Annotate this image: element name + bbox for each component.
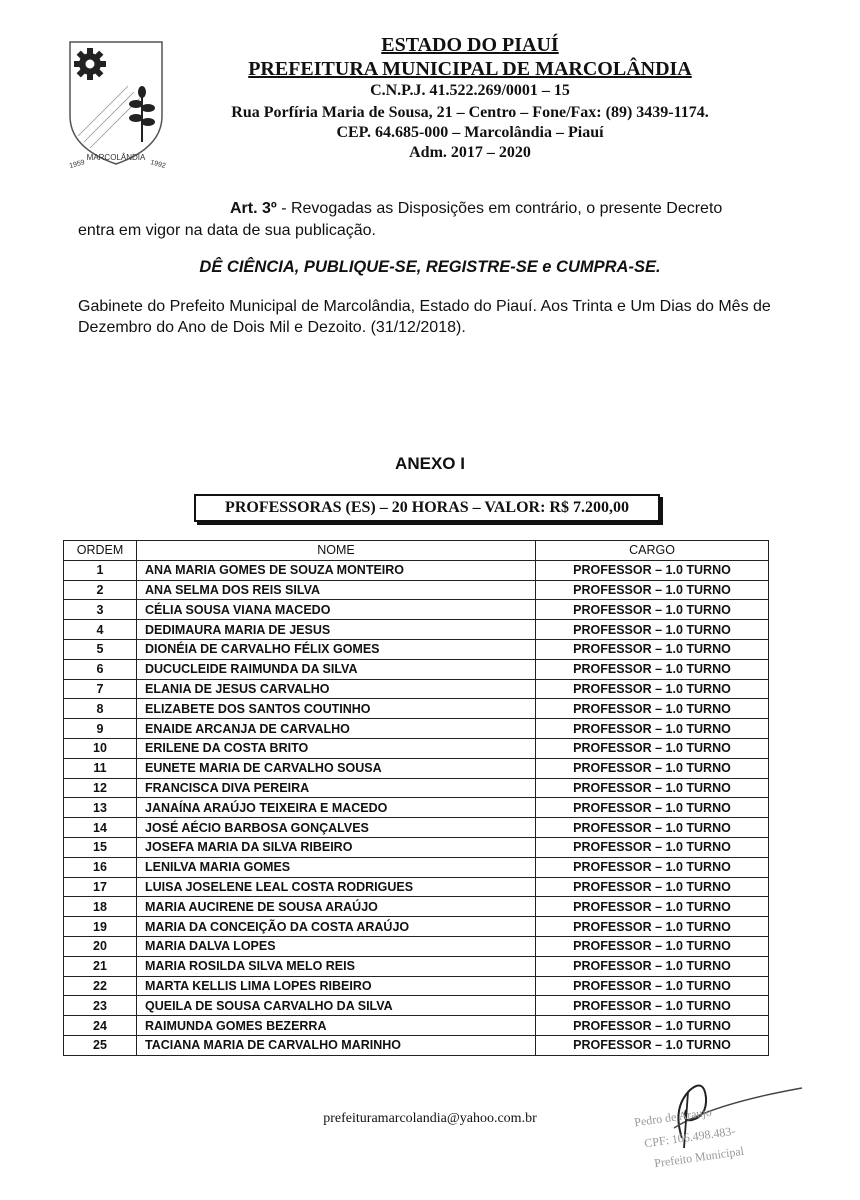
row-cargo-cell: PROFESSOR – 1.0 TURNO [536, 679, 769, 699]
table-row [64, 857, 769, 877]
table-row [64, 897, 769, 917]
table-row [64, 639, 769, 659]
row-ordem-cell: 7 [64, 679, 137, 699]
row-ordem-cell: 24 [64, 1016, 137, 1036]
row-cargo-cell: PROFESSOR – 1.0 TURNO [536, 897, 769, 917]
header-cnpj: C.N.P.J. 41.522.269/0001 – 15 [370, 82, 570, 99]
row-ordem-cell: 22 [64, 976, 137, 996]
table-row [64, 1016, 769, 1036]
table-row [64, 758, 769, 778]
row-ordem-cell: 21 [64, 956, 137, 976]
footer-email: prefeituramarcolandia@yahoo.com.br [323, 1111, 537, 1126]
row-ordem-cell: 20 [64, 936, 137, 956]
row-nome-cell: ELANIA DE JESUS CARVALHO [137, 679, 536, 699]
table-body [64, 560, 769, 1055]
table-row [64, 738, 769, 758]
row-cargo-cell: PROFESSOR – 1.0 TURNO [536, 996, 769, 1016]
staff-table [63, 540, 769, 1056]
header-state: ESTADO DO PIAUÍ [381, 34, 559, 56]
row-nome-cell: DEDIMAURA MARIA DE JESUS [137, 620, 536, 640]
marcolandia-coat-of-arms-logo [58, 36, 176, 176]
row-ordem-cell: 13 [64, 798, 137, 818]
row-ordem-cell: 15 [64, 837, 137, 857]
row-cargo-cell: PROFESSOR – 1.0 TURNO [536, 758, 769, 778]
row-nome-cell: RAIMUNDA GOMES BEZERRA [137, 1016, 536, 1036]
row-cargo-cell: PROFESSOR – 1.0 TURNO [536, 738, 769, 758]
row-ordem-cell: 12 [64, 778, 137, 798]
stamp-line-2: CPF: 106.498.483- [643, 1123, 737, 1151]
row-nome-cell: EUNETE MARIA DE CARVALHO SOUSA [137, 758, 536, 778]
row-cargo-cell: PROFESSOR – 1.0 TURNO [536, 936, 769, 956]
row-nome-cell: JOSÉ AÉCIO BARBOSA GONÇALVES [137, 818, 536, 838]
row-cargo-cell: PROFESSOR – 1.0 TURNO [536, 976, 769, 996]
annex-title: ANEXO I [395, 454, 465, 473]
table-row [64, 818, 769, 838]
row-nome-cell: LENILVA MARIA GOMES [137, 857, 536, 877]
table-row [64, 620, 769, 640]
row-nome-cell: MARIA DA CONCEIÇÃO DA COSTA ARAÚJO [137, 917, 536, 937]
row-cargo-cell: PROFESSOR – 1.0 TURNO [536, 956, 769, 976]
row-ordem-cell: 16 [64, 857, 137, 877]
row-nome-cell: ANA MARIA GOMES DE SOUZA MONTEIRO [137, 560, 536, 580]
row-nome-cell: ELIZABETE DOS SANTOS COUTINHO [137, 699, 536, 719]
row-cargo-cell: PROFESSOR – 1.0 TURNO [536, 659, 769, 679]
row-nome-cell: ERILENE DA COSTA BRITO [137, 738, 536, 758]
row-ordem-cell: 1 [64, 560, 137, 580]
row-cargo-cell: PROFESSOR – 1.0 TURNO [536, 798, 769, 818]
row-cargo-cell: PROFESSOR – 1.0 TURNO [536, 699, 769, 719]
row-ordem-cell: 25 [64, 1035, 137, 1055]
logo-year-right: 1992 [149, 159, 167, 170]
stamp-line-3: Prefeito Municipal [653, 1143, 745, 1171]
row-ordem-cell: 5 [64, 639, 137, 659]
annex-box-title: PROFESSORAS (ES) – 20 HORAS – VALOR: R$ 7.200,00 [194, 494, 660, 522]
article-3-label: Art. 3º [230, 200, 277, 217]
publication-order: DÊ CIÊNCIA, PUBLIQUE-SE, REGISTRE-SE e CUMPRA-SE. [199, 258, 661, 276]
row-nome-cell: DUCUCLEIDE RAIMUNDA DA SILVA [137, 659, 536, 679]
header-adm: Adm. 2017 – 2020 [409, 144, 531, 161]
row-nome-cell: MARTA KELLIS LIMA LOPES RIBEIRO [137, 976, 536, 996]
row-ordem-cell: 6 [64, 659, 137, 679]
header-cep: CEP. 64.685-000 – Marcolândia – Piauí [336, 124, 604, 141]
plant-icon [130, 87, 154, 142]
row-nome-cell: ANA SELMA DOS REIS SILVA [137, 580, 536, 600]
row-ordem-cell: 10 [64, 738, 137, 758]
row-cargo-cell: PROFESSOR – 1.0 TURNO [536, 620, 769, 640]
row-ordem-cell: 3 [64, 600, 137, 620]
article-3-text: - Revogadas as Disposições em contrário, o presente Decreto entra em vigor na data de sua publicação. [78, 200, 723, 239]
row-ordem-cell: 23 [64, 996, 137, 1016]
row-nome-cell: FRANCISCA DIVA PEREIRA [137, 778, 536, 798]
row-cargo-cell: PROFESSOR – 1.0 TURNO [536, 600, 769, 620]
stamp-line-1: Pedro de Araujo [633, 1104, 713, 1130]
table-row [64, 699, 769, 719]
column-header-ordem: ORDEM [64, 541, 137, 561]
row-ordem-cell: 8 [64, 699, 137, 719]
row-nome-cell: JANAÍNA ARAÚJO TEIXEIRA E MACEDO [137, 798, 536, 818]
table-row [64, 659, 769, 679]
row-nome-cell: TACIANA MARIA DE CARVALHO MARINHO [137, 1035, 536, 1055]
row-cargo-cell: PROFESSOR – 1.0 TURNO [536, 857, 769, 877]
row-cargo-cell: PROFESSOR – 1.0 TURNO [536, 719, 769, 739]
table-row [64, 1035, 769, 1055]
row-cargo-cell: PROFESSOR – 1.0 TURNO [536, 917, 769, 937]
column-header-cargo: CARGO [536, 541, 769, 561]
row-cargo-cell: PROFESSOR – 1.0 TURNO [536, 837, 769, 857]
table-row [64, 917, 769, 937]
table-row [64, 679, 769, 699]
logo-year-left: 1959 [68, 159, 86, 170]
row-cargo-cell: PROFESSOR – 1.0 TURNO [536, 778, 769, 798]
table-row [64, 837, 769, 857]
table-row [64, 798, 769, 818]
row-cargo-cell: PROFESSOR – 1.0 TURNO [536, 639, 769, 659]
header-prefeitura: PREFEITURA MUNICIPAL DE MARCOLÂNDIA [248, 58, 692, 80]
row-ordem-cell: 4 [64, 620, 137, 640]
row-ordem-cell: 17 [64, 877, 137, 897]
row-cargo-cell: PROFESSOR – 1.0 TURNO [536, 818, 769, 838]
row-nome-cell: MARIA AUCIRENE DE SOUSA ARAÚJO [137, 897, 536, 917]
table-row [64, 580, 769, 600]
table-row [64, 996, 769, 1016]
row-cargo-cell: PROFESSOR – 1.0 TURNO [536, 560, 769, 580]
table-row [64, 600, 769, 620]
table-row [64, 719, 769, 739]
article-3-paragraph [78, 198, 758, 242]
row-nome-cell: ENAIDE ARCANJA DE CARVALHO [137, 719, 536, 739]
gear-icon [74, 48, 106, 80]
column-header-nome: NOME [137, 541, 536, 561]
table-row [64, 956, 769, 976]
row-ordem-cell: 2 [64, 580, 137, 600]
logo-city-name: MARCOLÂNDIA [86, 153, 146, 162]
row-ordem-cell: 9 [64, 719, 137, 739]
table-row [64, 560, 769, 580]
table-row [64, 778, 769, 798]
row-ordem-cell: 19 [64, 917, 137, 937]
row-nome-cell: MARIA ROSILDA SILVA MELO REIS [137, 956, 536, 976]
row-nome-cell: CÉLIA SOUSA VIANA MACEDO [137, 600, 536, 620]
row-cargo-cell: PROFESSOR – 1.0 TURNO [536, 1016, 769, 1036]
row-nome-cell: QUEILA DE SOUSA CARVALHO DA SILVA [137, 996, 536, 1016]
row-cargo-cell: PROFESSOR – 1.0 TURNO [536, 1035, 769, 1055]
table-row [64, 936, 769, 956]
gabinete-paragraph: Gabinete do Prefeito Municipal de Marcolândia, Estado do Piauí. Aos Trinta e Um Dias do Mês de Dezembro do Ano de Dois Mil e Dezoito. (31/12/2018). [78, 298, 771, 336]
row-cargo-cell: PROFESSOR – 1.0 TURNO [536, 580, 769, 600]
row-nome-cell: JOSEFA MARIA DA SILVA RIBEIRO [137, 837, 536, 857]
row-nome-cell: DIONÉIA DE CARVALHO FÉLIX GOMES [137, 639, 536, 659]
row-cargo-cell: PROFESSOR – 1.0 TURNO [536, 877, 769, 897]
row-nome-cell: MARIA DALVA LOPES [137, 936, 536, 956]
table-header-row [64, 541, 769, 561]
row-nome-cell: LUISA JOSELENE LEAL COSTA RODRIGUES [137, 877, 536, 897]
table-row [64, 976, 769, 996]
row-ordem-cell: 11 [64, 758, 137, 778]
table-row [64, 877, 769, 897]
row-ordem-cell: 18 [64, 897, 137, 917]
row-ordem-cell: 14 [64, 818, 137, 838]
header-address: Rua Porfíria Maria de Sousa, 21 – Centro – Fone/Fax: (89) 3439-1174. [231, 104, 709, 121]
